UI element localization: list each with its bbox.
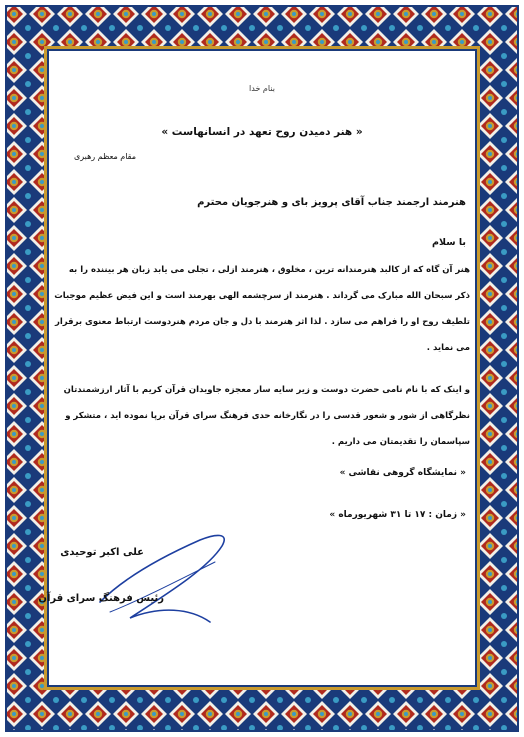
signatory-title: رئیس فرهنگ سرای قرآن <box>38 593 164 604</box>
exhibition-dates: « زمان : ۱۷ تا ۳۱ شهریورماه » <box>329 510 466 520</box>
handwritten-signature <box>90 522 240 632</box>
paragraph-2: و اینک که با نام نامی حضرت دوست و زیر سایه سار معجزه جاویدان قرآن کریم با آثار ارزشمندتان نظرگاهی از شور و شعور قدسی را در نگارخانه حدی فرهنگ سرای قرآن برپا نموده اید ، متشکر و سپاسمان را تقدیمتان می داریم . <box>63 385 470 447</box>
exhibition-title: « نمایشگاه گروهی نقاشی » <box>339 468 466 478</box>
paragraph-1: هنر آن گاه که از کالبد هنرمندانه ترین ، مخلوق ، هنرمند ازلی ، تجلی می یابد زبان هر بیننده را به ذکر سبحان الله مبارک می گرداند . هنرمند از سرچشمه الهی بهرمند است و این فیض عظیم موجبات تلطیف روح او را فراهم می سازد . لذا اثر هنرمند با دل و جان مردم هنردوست ارتباط معنوی برقرار می نماید . <box>54 265 470 353</box>
bismillah-heading: بنام خدا <box>249 84 275 93</box>
signatory-name: علی اکبر توحیدی <box>60 547 144 558</box>
letter-title: « هنر دمیدن روح تعهد در انسانهاست » <box>161 126 363 138</box>
greeting: با سلام <box>432 237 466 248</box>
recipient-line: هنرمند ارجمند جناب آقای پرویز بای و هنرجویان محترم <box>197 197 466 208</box>
letter-body <box>38 52 474 684</box>
title-reference: مقام معظم رهبری <box>73 152 136 161</box>
